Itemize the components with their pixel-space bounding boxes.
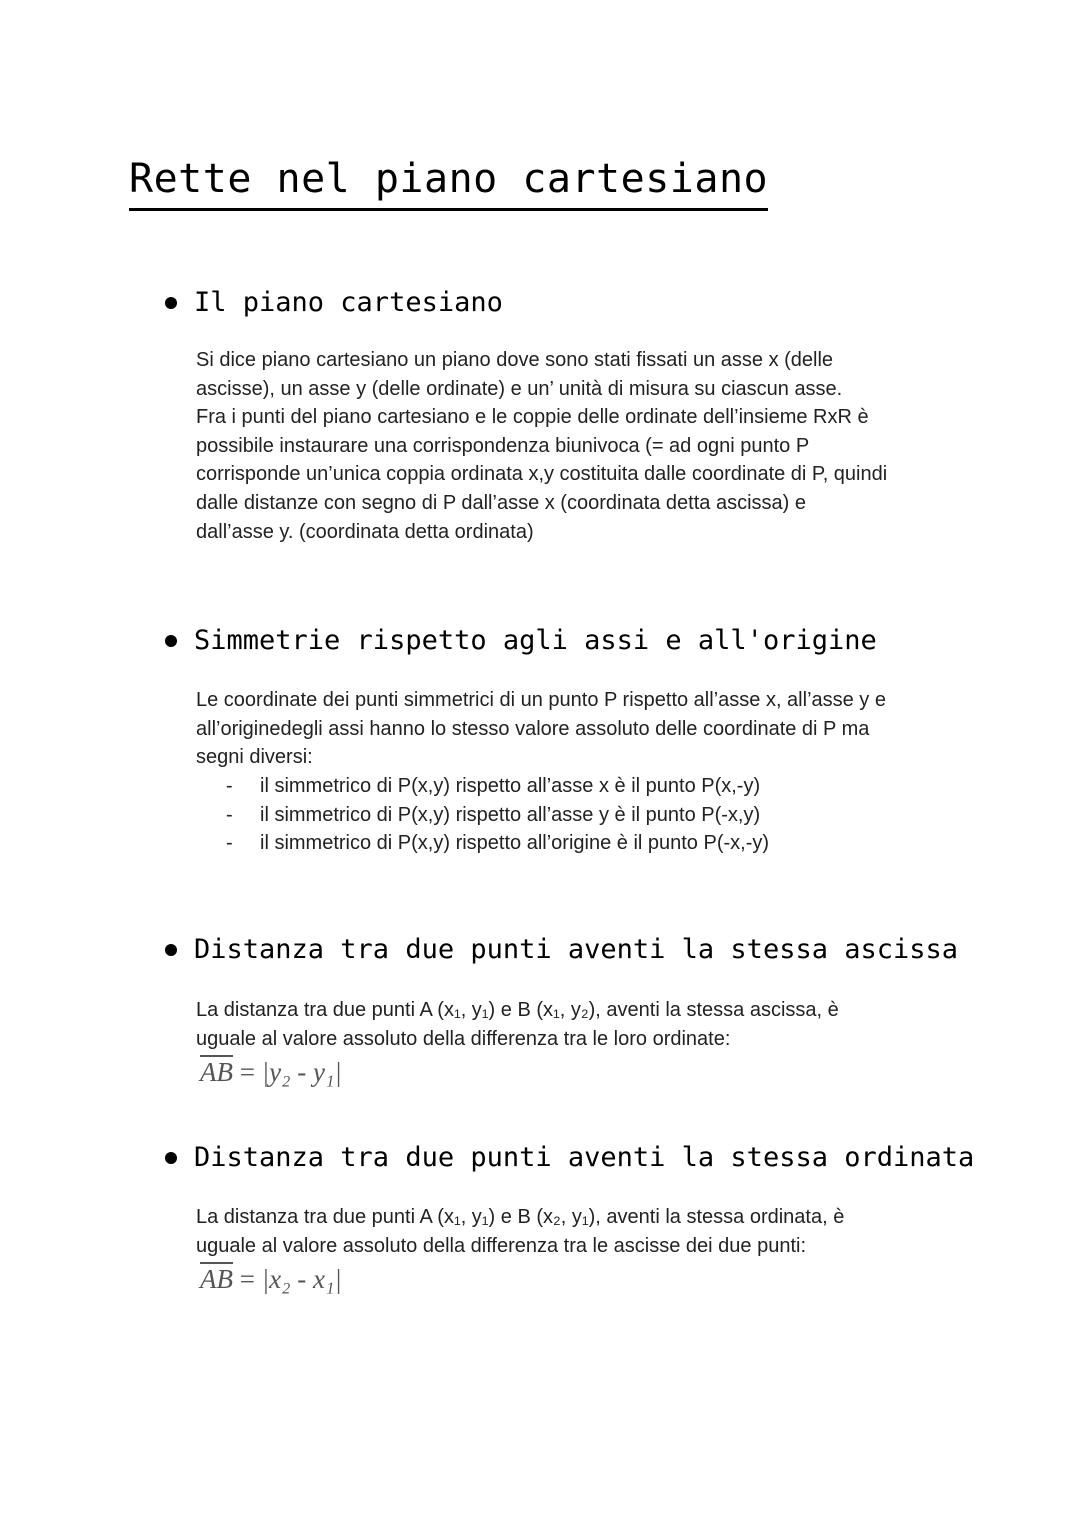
section-heading: Simmetrie rispetto agli assi e all'origine bbox=[194, 625, 877, 656]
section-distanza-ordinata bbox=[0, 1137, 1080, 1294]
formula-equals: = bbox=[233, 1264, 262, 1294]
paragraph-line: La distanza tra due punti A (x₁, y₁) e B (x₂, y₁), aventi la stessa ordinata, è bbox=[196, 1206, 845, 1228]
section-simmetrie bbox=[0, 620, 1080, 855]
paragraph-line: La distanza tra due punti A (x₁, y₁) e B (x₁, y₂), aventi la stessa ascissa, è bbox=[196, 999, 839, 1021]
section-paragraph bbox=[196, 996, 956, 1053]
page-title: Rette nel piano cartesiano bbox=[129, 150, 768, 211]
distance-formula bbox=[200, 1055, 342, 1089]
section-heading: Distanza tra due punti aventi la stessa ascissa bbox=[194, 934, 959, 965]
paragraph-line: corrisponde un’unica coppia ordinata x,y costituita dalle coordinate di P, quindi bbox=[196, 463, 888, 486]
paragraph-line: ascisse), un asse y (delle ordinate) e un’ unità di misura su ciascun asse. bbox=[196, 377, 843, 400]
distance-formula bbox=[200, 1262, 342, 1296]
list-item bbox=[226, 772, 769, 801]
list-item-text: il simmetrico di P(x,y) rispetto all’asse y è il punto P(-x,y) bbox=[260, 803, 761, 826]
list-item-text: il simmetrico di P(x,y) rispetto all’asse x è il punto P(x,-y) bbox=[260, 775, 761, 797]
dash-marker: - bbox=[226, 775, 233, 797]
bullet-icon bbox=[165, 944, 177, 956]
bullet-icon bbox=[165, 297, 177, 309]
formula-lhs: $\overline{AB}$ bbox=[200, 1057, 233, 1087]
formula-lhs: $\overline{AB}$ bbox=[200, 1264, 233, 1294]
paragraph-line: Si dice piano cartesiano un piano dove sono stati fissati un asse x (delle bbox=[196, 349, 834, 371]
paragraph-line: dalle distanze con segno di P dall’asse x (coordinata detta ascissa) e bbox=[196, 491, 806, 514]
paragraph-line: Le coordinate dei punti simmetrici di un punto P rispetto all’asse x, all’asse y e bbox=[196, 689, 886, 711]
section-distanza-ascissa bbox=[0, 929, 1080, 1087]
paragraph-line: uguale al valore assoluto della differenza tra le ascisse dei due punti: bbox=[196, 1234, 807, 1257]
paragraph-line: segni diversi: bbox=[196, 746, 313, 769]
section-paragraph bbox=[196, 686, 956, 772]
dash-marker: - bbox=[226, 803, 233, 826]
paragraph-line: possibile instaurare una corrispondenza biunivoca (= ad ogni punto P bbox=[196, 434, 810, 457]
section-heading: Il piano cartesiano bbox=[194, 287, 503, 318]
formula-rhs: |x₂ - x₁| bbox=[261, 1264, 342, 1294]
list-item-text: il simmetrico di P(x,y) rispetto all’origine è il punto P(-x,-y) bbox=[260, 832, 770, 855]
symmetry-list bbox=[226, 772, 769, 858]
paragraph-line: uguale al valore assoluto della differenza tra le loro ordinate: bbox=[196, 1027, 731, 1050]
paragraph-line: all’originedegli assi hanno lo stesso valore assoluto delle coordinate di P ma bbox=[196, 717, 870, 740]
list-item bbox=[226, 801, 769, 830]
paragraph-line: dall’asse y. (coordinata detta ordinata) bbox=[196, 520, 534, 543]
section-paragraph bbox=[196, 1203, 956, 1260]
list-item bbox=[226, 829, 769, 858]
section-paragraph bbox=[196, 346, 956, 546]
formula-equals: = bbox=[233, 1057, 262, 1087]
section-piano-cartesiano bbox=[0, 282, 1080, 543]
bullet-icon bbox=[165, 635, 177, 647]
section-heading: Distanza tra due punti aventi la stessa ordinata bbox=[194, 1142, 975, 1173]
dash-marker: - bbox=[226, 832, 233, 855]
paragraph-line: Fra i punti del piano cartesiano e le coppie delle ordinate dell’insieme RxR è bbox=[196, 406, 869, 429]
formula-rhs: |y₂ - y₁| bbox=[261, 1057, 342, 1087]
bullet-icon bbox=[165, 1152, 177, 1164]
